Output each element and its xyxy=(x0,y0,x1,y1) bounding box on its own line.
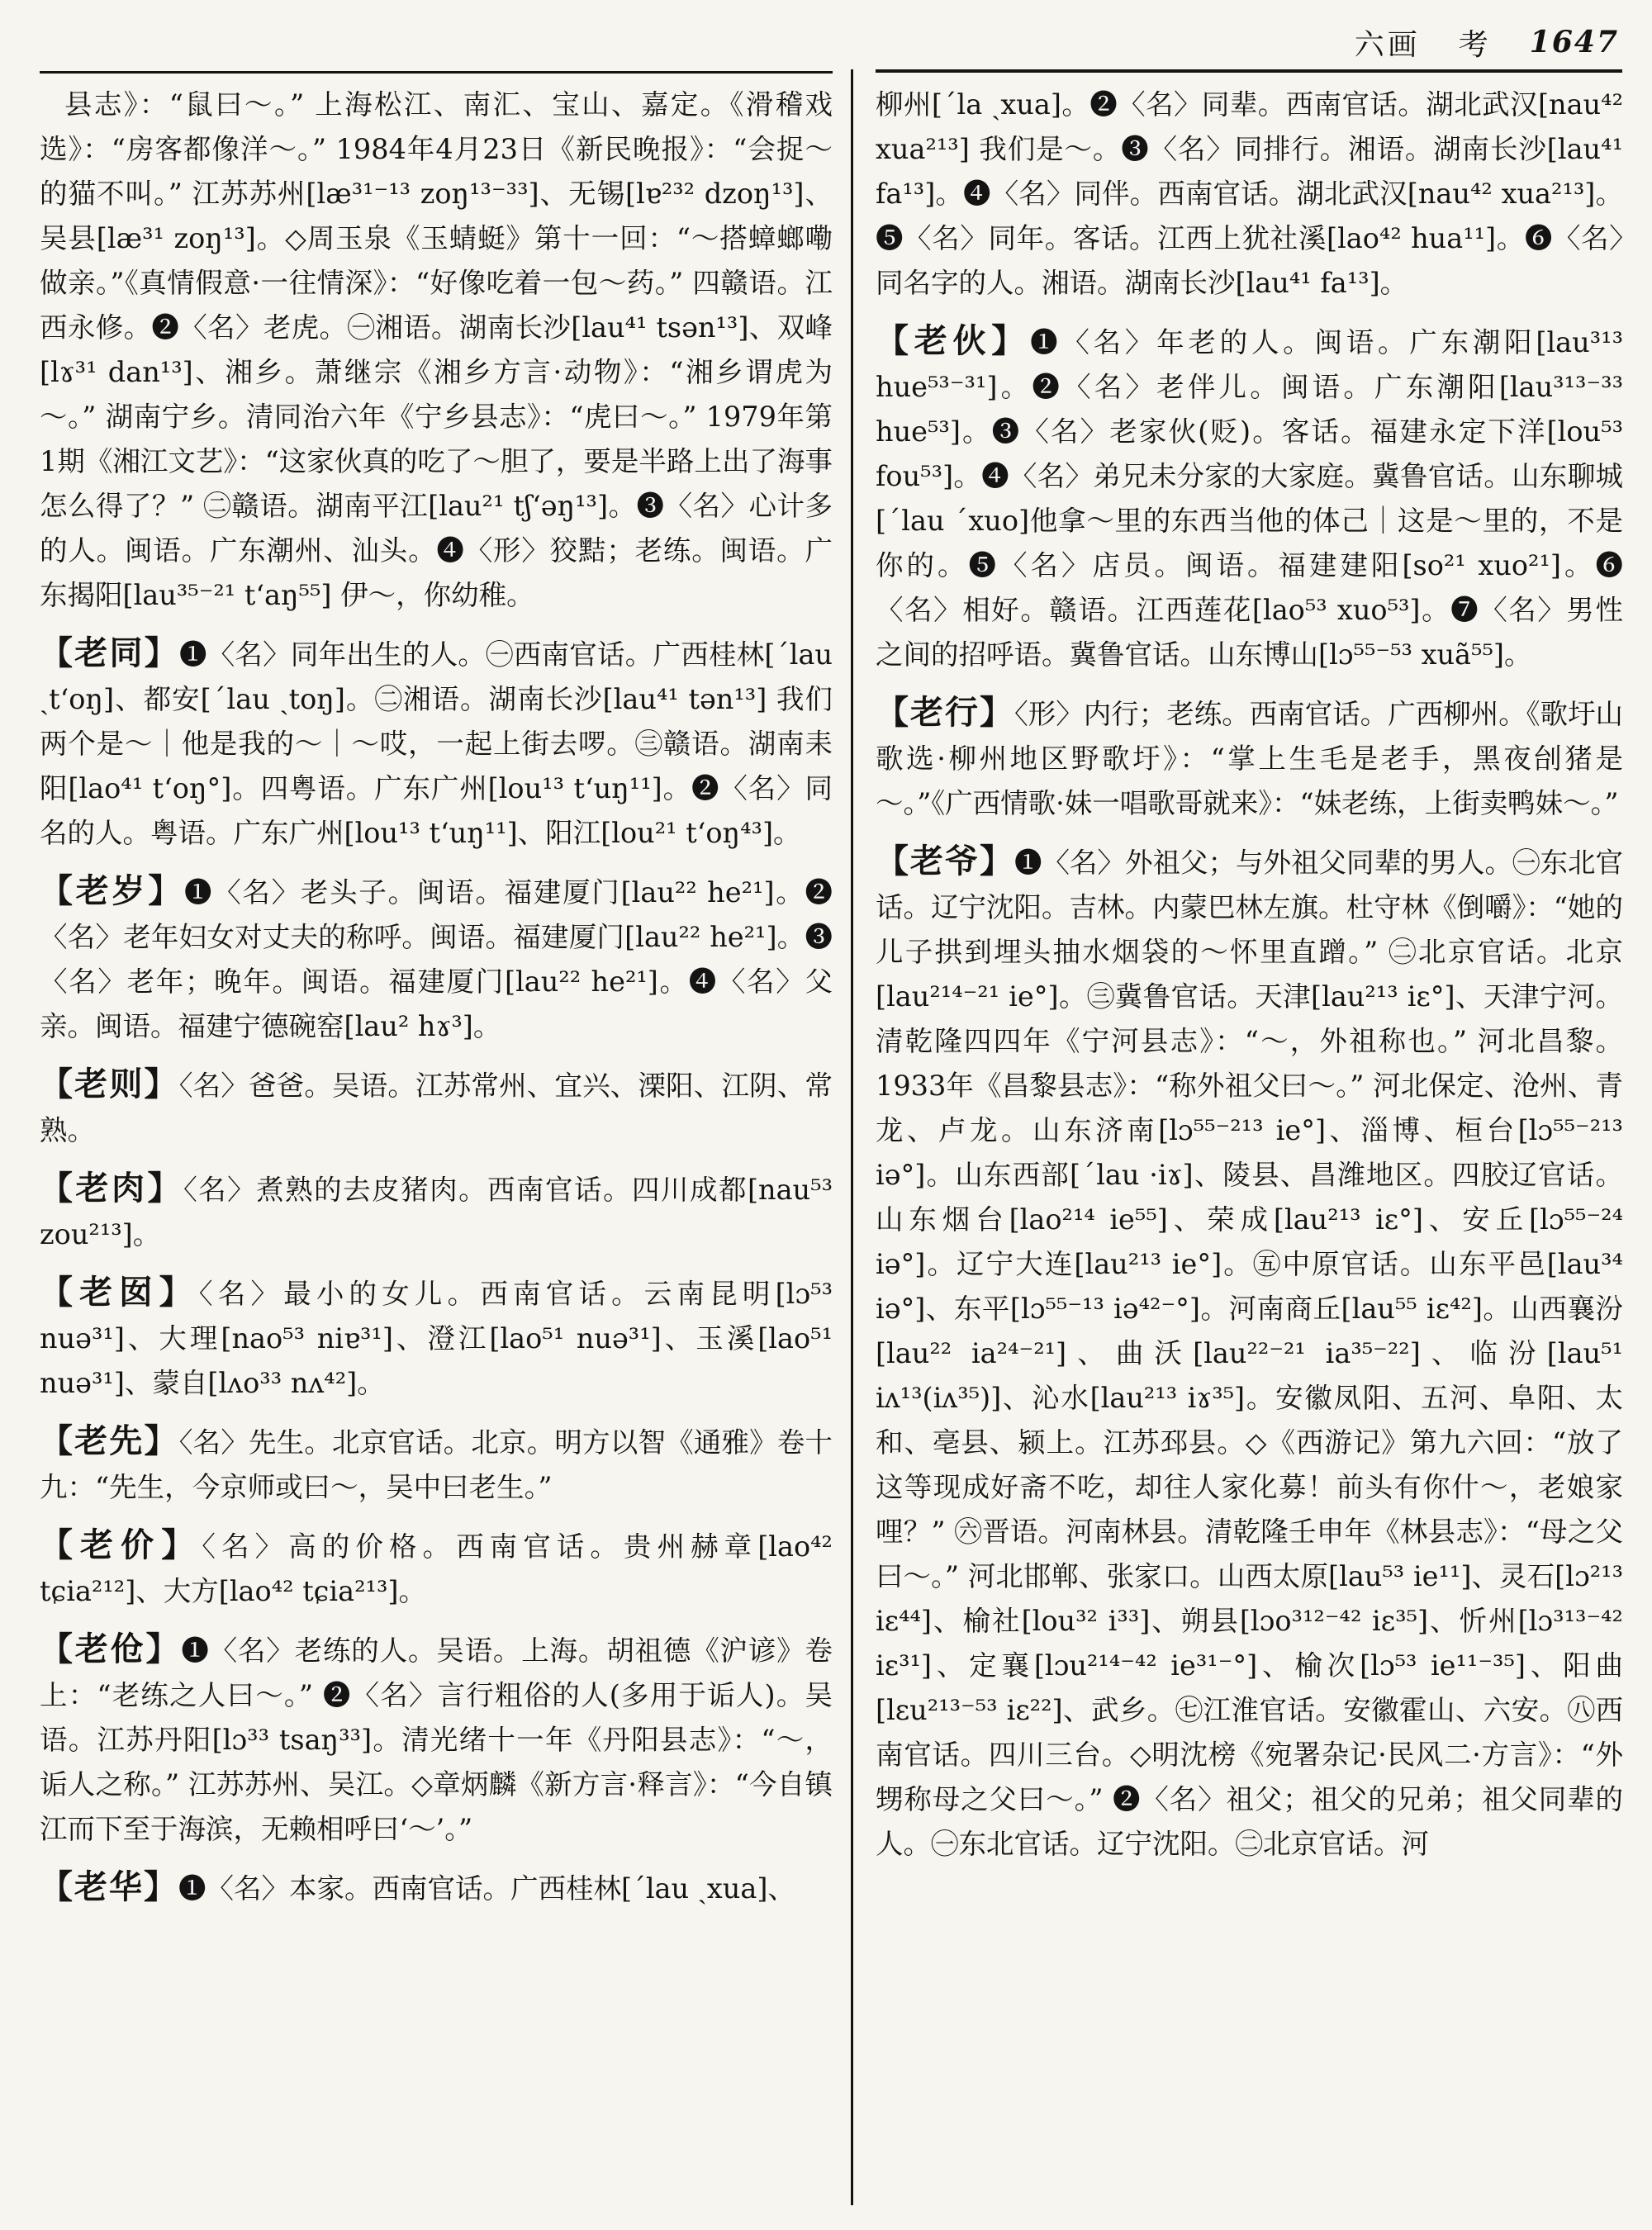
entry-text: ❶〈名〉外祖父；与外祖父同辈的男人。㊀东北官话。辽宁沈阳。吉林。内蒙巴林左旗。杜守林《倒嚼》：“她的儿子拱到埋头抽水烟袋的～怀里直蹭。” ㊁北京官话。北京[lau²¹⁴⁻²¹ ie°]。㊂冀鲁官话。天津[lau²¹³ iɛ°]、天津宁河。清乾隆四四年《宁河县志》：“～，外祖称也。” 河北昌黎。1933年《昌黎县志》：“称外祖父曰～。” 河北保定、沧州、青龙、卢龙。山东济南[lɔ⁵⁵⁻²¹³ ie°]、淄博、桓台[lɔ⁵⁵⁻²¹³ iə°]。山东西部[ˊlau ·iɤ]、陵县、昌潍地区。四胶辽官话。山东烟台[lao²¹⁴ ie⁵⁵]、荣成[lau²¹³ iɛ°]、安丘[lɔ⁵⁵⁻²⁴ iə°]。辽宁大连[lau²¹³ ie°]。㊄中原官话。山东平邑[lau³⁴ iə°]、东平[lɔ⁵⁵⁻¹³ iə⁴²⁻°]。河南商丘[lau⁵⁵ iɛ⁴²]。山西襄汾[lau²² ia²⁴⁻²¹]、曲沃[lau²²⁻²¹ ia³⁵⁻²²]、临汾[lau⁵¹ iʌ¹³(iʌ³⁵)]、沁水[lau²¹³ iɤ³⁵]。安徽凤阳、五河、阜阳、太和、亳县、颍上。江苏邳县。◇《西游记》第九六回：“放了这等现成好斋不吃，却往人家化募！前头有你什～，老娘家哩？” ㊅晋语。河南林县。清乾隆壬申年《林县志》：“母之父曰～。” 河北邯郸、张家口。山西太原[lau⁵³ ie¹¹]、灵石[lɔ²¹³ iɛ⁴⁴]、榆社[lou³² i³³]、朔县[lɔo³¹²⁻⁴² iɛ³⁵]、忻州[lɔ³¹³⁻⁴² iɛ³¹]、定襄[lɔu²¹⁴⁻⁴² ie³¹⁻°]、榆次[lɔ⁵³ ie¹¹⁻³⁵]、阳曲[lɛu²¹³⁻⁵³ iɛ²²]、武乡。㊆江淮官话。安徽霍山、六安。㊇西南官话。四川三台。◇明沈榜《宛署杂记·民风二·方言》：“外甥称母之父曰～。” ❷〈名〉祖父；祖父的兄弟；祖父同辈的人。㊀东北官话。辽宁沈阳。㊁北京官话。河 xyxy=(876,847,1623,1860)
dictionary-entry xyxy=(40,1419,833,1510)
entry-text: ❶〈名〉年老的人。闽语。广东潮阳[lau³¹³ hue⁵³⁻³¹]。❷〈名〉老伴儿。闽语。广东潮阳[lau³¹³⁻³³ hue⁵³]。❸〈名〉老家伙(贬)。客话。福建永定下洋[lou⁵³ fou⁵³]。❹〈名〉弟兄未分家的大家庭。冀鲁官话。山东聊城[ˊlau ˊxuo]他拿～里的东西当他的体己｜这是～里的，不是你的。❺〈名〉店员。闽语。福建建阳[so²¹ xuo²¹]。❻〈名〉相好。赣语。江西莲花[lao⁵³ xuo⁵³]。❼〈名〉男性之间的招呼语。冀鲁官话。山东博山[lɔ⁵⁵⁻⁵³ xuã⁵⁵]。 xyxy=(876,326,1623,671)
left-column xyxy=(40,81,833,2213)
entry-text: 〈名〉最小的女儿。西南官话。云南昆明[lɔ⁵³ nuə³¹]、大理[nao⁵³ niɐ³¹]、澄江[lao⁵¹ nuə³¹]、玉溪[lao⁵¹ nuə³¹]、蒙自[lʌo³³ nʌ⁴²]。 xyxy=(40,1278,833,1399)
dictionary-entry xyxy=(876,690,1623,826)
entry-text: 柳州[ˊla ˏxua]。❷〈名〉同辈。西南官话。湖北武汉[nau⁴² xua²¹³] 我们是～。❸〈名〉同排行。湘语。湖南长沙[lau⁴¹ fa¹³]。❹〈名〉同伴。西南官话。湖北武汉[nau⁴² xua²¹³]。❺〈名〉同年。客话。江西上犹社溪[lao⁴² hua¹¹]。❻〈名〉同名字的人。湘语。湖南长沙[lau⁴¹ fa¹³]。 xyxy=(876,88,1623,299)
dictionary-entry xyxy=(876,81,1623,306)
header-rule xyxy=(876,69,1622,73)
dictionary-entry xyxy=(40,1062,833,1153)
page-header xyxy=(826,18,1619,66)
column-divider xyxy=(851,69,853,2205)
entry-headword: 【老岁】 xyxy=(40,871,184,910)
entry-text: 〈名〉先生。北京官话。北京。明方以智《通雅》卷十九：“先生，今京师或曰～，吴中曰老生。” xyxy=(40,1426,833,1503)
entry-text: 〈名〉煮熟的去皮猪肉。西南官话。四川成都[nau⁵³ zou²¹³]。 xyxy=(40,1174,833,1250)
entry-headword: 【老同】 xyxy=(40,633,179,672)
header-section: 六画 xyxy=(1354,27,1421,62)
dictionary-entry xyxy=(40,1865,833,1911)
header-char: 考 xyxy=(1458,27,1492,62)
entry-headword: 【老伙】 xyxy=(876,321,1031,360)
dictionary-entry xyxy=(40,81,833,618)
entry-headword: 【老则】 xyxy=(40,1065,179,1103)
entry-text: 〈名〉高的价格。西南官话。贵州赫章[lao⁴² tɕia²¹²]、大方[lao⁴² tɕia²¹³]。 xyxy=(40,1530,833,1607)
entry-headword: 【老行】 xyxy=(876,693,1014,732)
entry-headword: 【老先】 xyxy=(40,1421,179,1460)
entry-headword: 【老肉】 xyxy=(40,1169,183,1208)
dictionary-entry xyxy=(40,869,833,1049)
entry-text: 〈名〉爸爸。吴语。江苏常州、宜兴、溧阳、江阴、常熟。 xyxy=(40,1070,833,1146)
dictionary-entry xyxy=(40,1523,833,1614)
dictionary-entry xyxy=(40,1166,833,1257)
page-number: 1647 xyxy=(1529,25,1619,59)
dictionary-entry xyxy=(876,839,1623,1867)
dictionary-entry xyxy=(40,1627,833,1852)
entry-text: ❶〈名〉老练的人。吴语。上海。胡祖德《沪谚》卷上：“老练之人曰～。” ❷〈名〉言行粗俗的人(多用于诟人)。吴语。江苏丹阳[lɔ³³ tsaŋ³³]。清光绪十一年《丹阳县志》：“～，诟人之称。” 江苏苏州、吴江。◇章炳麟《新方言·释言》：“今自镇江而下至于海滨，无赖相呼曰‘～’。” xyxy=(40,1635,833,1845)
dictionary-entry xyxy=(40,1270,833,1406)
entry-headword: 【老囡】 xyxy=(40,1273,199,1312)
entry-text: 县志》：“鼠曰～。” 上海松江、南汇、宝山、嘉定。《滑稽戏选》：“房客都像洋～。” 1984年4月23日《新民晚报》：“会捉～的猫不叫。” 江苏苏州[læ³¹⁻¹³ zoŋ¹³⁻³³]、无锡[lɐ²³² dzoŋ¹³]、吴县[læ³¹ zoŋ¹³]。◇周玉泉《玉蜻蜓》第十一回：“～搭蟑螂嘞做亲。”《真情假意·一往情深》：“好像吃着一包～药。” 四赣语。江西永修。❷〈名〉老虎。㊀湘语。湖南长沙[lau⁴¹ tsən¹³]、双峰[lɤ³¹ dan¹³]、湘乡。萧继宗《湘乡方言·动物》：“湘乡谓虎为～。” 湖南宁乡。清同治六年《宁乡县志》：“虎曰～。” 1979年第1期《湘江文艺》：“这家伙真的吃了～胆了，要是半路上出了海事怎么得了？” ㊁赣语。湖南平江[lau²¹ tʃʻəŋ¹³]。❸〈名〉心计多的人。闽语。广东潮州、汕头。❹〈形〉狡黠；老练。闽语。广东揭阳[lau³⁵⁻²¹ tʻaŋ⁵⁵] 伊～，你幼稚。 xyxy=(40,88,833,611)
dictionary-entry xyxy=(876,319,1623,677)
entry-text: 〈形〉内行；老练。西南官话。广西柳州。《歌圩山歌选·柳州地区野歌圩》：“掌上生毛是老手，黑夜刣猪是～。”《广西情歌·妹一唱歌哥就来》：“妹老练，上街卖鸭妹～。” xyxy=(876,698,1623,819)
entry-headword: 【老伧】 xyxy=(40,1630,182,1668)
dictionary-entry xyxy=(40,631,833,856)
entry-text: ❶〈名〉同年出生的人。㊀西南官话。广西桂林[ˊlau ˏtʻoŋ]、都安[ˊlau ˏtoŋ]。㊁湘语。湖南长沙[lau⁴¹ tən¹³] 我们两个是～｜他是我的～｜～哎，一起上街去啰。㊂赣语。湖南耒阳[lao⁴¹ tʻoŋ°]。四粤语。广东广州[lou¹³ tʻuŋ¹¹]。❷〈名〉同名的人。粤语。广东广州[lou¹³ tʻuŋ¹¹]、阳江[lou²¹ tʻoŋ⁴³]。 xyxy=(40,638,833,849)
entry-headword: 【老华】 xyxy=(40,1867,178,1906)
right-column xyxy=(876,81,1623,2213)
entry-text: ❶〈名〉老头子。闽语。福建厦门[lau²² he²¹]。❷〈名〉老年妇女对丈夫的称呼。闽语。福建厦门[lau²² he²¹]。❸〈名〉老年；晚年。闽语。福建厦门[lau²² he²¹]。❹〈名〉父亲。闽语。福建宁德碗窑[lau² hɤ³]。 xyxy=(40,876,833,1042)
entry-headword: 【老爷】 xyxy=(876,842,1014,880)
header-rule-left xyxy=(40,71,833,74)
entry-headword: 【老价】 xyxy=(40,1525,202,1564)
entry-text: ❶〈名〉本家。西南官话。广西桂林[ˊlau ˏxua]、 xyxy=(178,1872,795,1905)
